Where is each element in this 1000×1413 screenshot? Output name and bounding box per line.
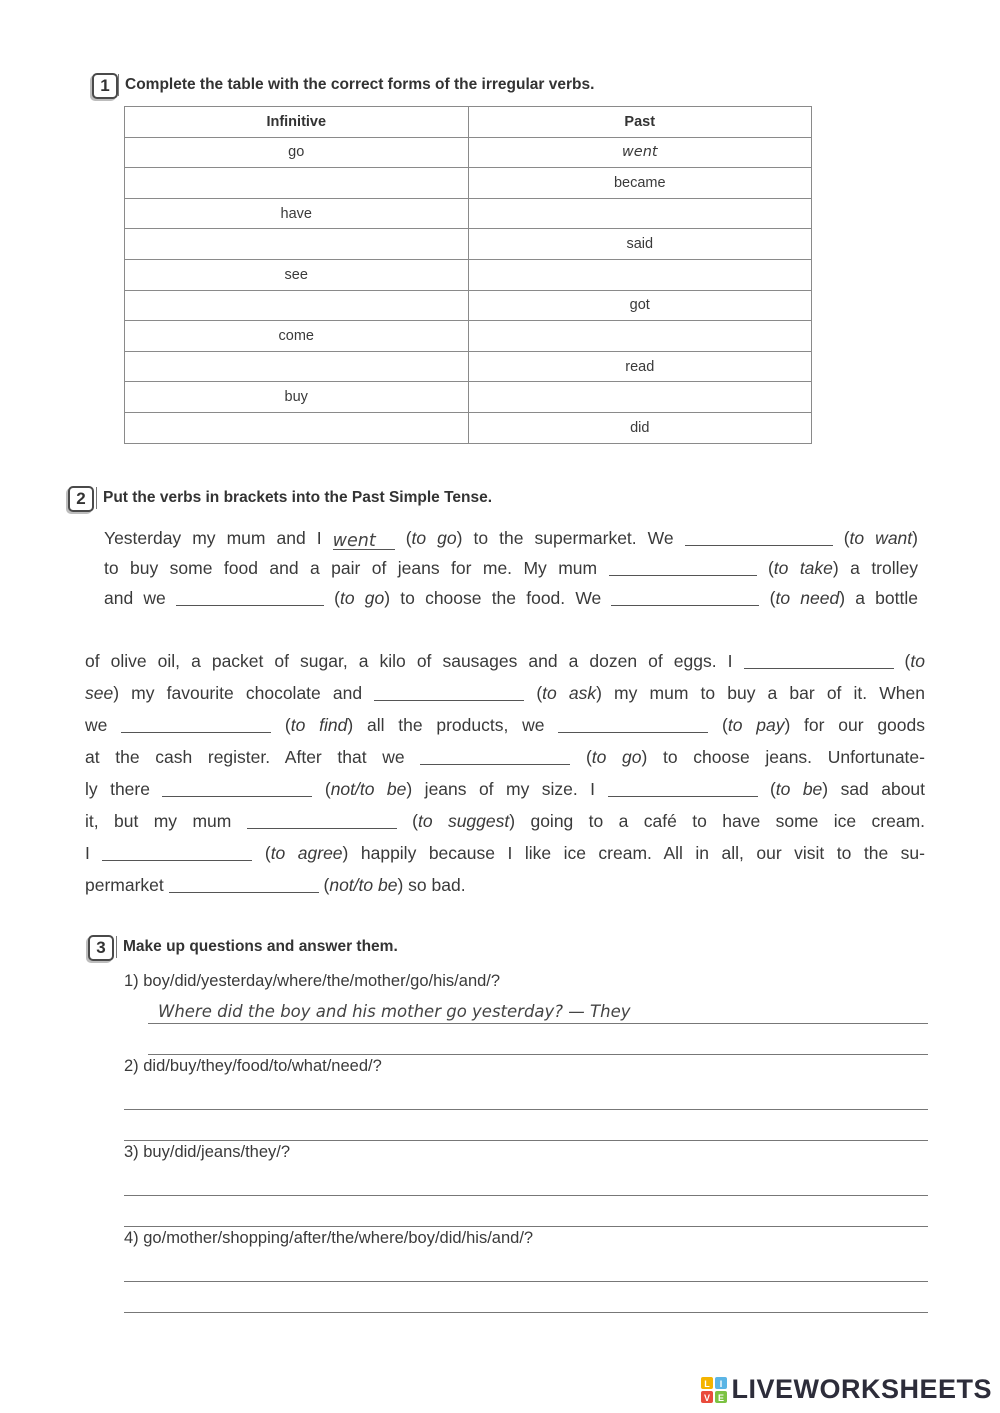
irregular-verbs-table	[124, 106, 812, 444]
table-row	[125, 290, 812, 321]
verb-hint: to need	[775, 588, 840, 608]
answer-line[interactable]	[124, 1140, 928, 1141]
text: sad about	[828, 779, 926, 799]
answer-blank[interactable]	[685, 527, 833, 546]
text: for our goods	[790, 715, 925, 735]
header-infinitive: Infinitive	[125, 107, 469, 138]
table-row	[125, 137, 812, 168]
cell-past-blank[interactable]	[468, 321, 812, 352]
answer-blank[interactable]	[169, 874, 319, 893]
verb-hint: to go	[340, 588, 385, 608]
text: going to a café to have some ice cream.	[515, 811, 926, 831]
text: ly there	[85, 779, 163, 799]
answer-line[interactable]	[124, 1281, 928, 1282]
answer-line[interactable]	[148, 1023, 928, 1024]
svg-text:E: E	[718, 1392, 725, 1403]
cell-past-blank[interactable]	[468, 382, 812, 413]
answer-blank[interactable]	[162, 778, 312, 797]
header-past: Past	[468, 107, 812, 138]
table-row	[125, 382, 812, 413]
cell-infinitive: have	[125, 198, 469, 229]
cell-past: read	[468, 351, 812, 382]
cell-past-answer[interactable]: went	[468, 137, 812, 168]
text-line-5: see) my favourite chocolate and (to ask) my mum to buy a bar of it. When	[85, 683, 925, 703]
verb-hint: to pay	[727, 715, 785, 735]
table-row	[125, 351, 812, 382]
example-answer: Where did the boy and his mother go yesterday? — They	[158, 1002, 631, 1021]
cell-past-blank[interactable]	[468, 259, 812, 290]
exercise-2-title: Put the verbs in brackets into the Past Simple Tense.	[96, 487, 492, 509]
verb-hint: to suggest	[417, 811, 510, 831]
cell-infinitive-blank[interactable]	[125, 351, 469, 382]
answer-blank[interactable]	[374, 682, 524, 701]
brand-name: LIVEWORKSHEETS	[731, 1374, 992, 1404]
cell-infinitive-blank[interactable]	[125, 412, 469, 443]
text: Yesterday my mum and I	[104, 528, 333, 548]
cell-past: got	[468, 290, 812, 321]
text-line-6: we (to find) all the products, we (to pay) for our goods	[85, 715, 925, 735]
text: a trolley	[838, 558, 918, 578]
cell-infinitive: go	[125, 137, 469, 168]
verb-hint: not/to be	[329, 875, 398, 895]
text: my favourite chocolate and	[119, 683, 375, 703]
liveworksheets-brand[interactable]	[701, 1374, 992, 1405]
verb-hint: to go	[591, 747, 642, 767]
text-line-10: I (to agree) happily because I like ice cream. All in all, our visit to the su-	[85, 843, 925, 863]
text: I	[85, 843, 103, 863]
text-line-4: of olive oil, a packet of sugar, a kilo of sausages and a dozen of eggs. I (to	[85, 651, 925, 671]
question-prompt-1: 1) boy/did/yesterday/where/the/mother/go/his/and/?	[124, 972, 501, 990]
question-prompt-4: 4) go/mother/shopping/after/the/where/boy/did/his/and/?	[124, 1229, 534, 1247]
text-line-8: ly there (not/to be) jeans of my size. I (to be) sad about	[85, 779, 926, 799]
text: permarket	[85, 875, 169, 895]
svg-text:V: V	[704, 1392, 711, 1403]
text: jeans of my size. I	[412, 779, 608, 799]
verb-hint: to take	[773, 558, 833, 578]
text-line-2: to buy some food and a pair of jeans for me. My mum (to take) a trolley	[104, 558, 918, 578]
answer-blank[interactable]	[121, 714, 271, 733]
text: a bottle	[845, 588, 918, 608]
cell-infinitive-blank[interactable]	[125, 168, 469, 199]
verb-hint: see	[85, 683, 114, 703]
answer-blank[interactable]	[420, 746, 570, 765]
exercise-3-number: 3	[88, 935, 114, 961]
answer-line[interactable]	[124, 1195, 928, 1196]
answer-line[interactable]	[124, 1312, 928, 1313]
exercise-1-title: Complete the table with the correct forms of the irregular verbs.	[118, 74, 594, 96]
cell-infinitive: see	[125, 259, 469, 290]
text-line-7: at the cash register. After that we (to go) to choose jeans. Unfortunate-	[85, 747, 925, 767]
answer-blank[interactable]	[102, 842, 252, 861]
cell-infinitive-blank[interactable]	[125, 290, 469, 321]
exercise-2-number: 2	[68, 486, 94, 512]
answer-blank[interactable]: went	[333, 531, 395, 550]
question-prompt-2: 2) did/buy/they/food/to/what/need/?	[124, 1057, 382, 1075]
table-header-row	[125, 107, 812, 138]
answer-blank[interactable]	[176, 587, 324, 606]
text: so bad.	[403, 875, 466, 895]
verb-hint: to go	[411, 528, 457, 548]
question-prompt-3: 3) buy/did/jeans/they/?	[124, 1143, 291, 1161]
cell-past: said	[468, 229, 812, 260]
cell-past: did	[468, 412, 812, 443]
table-row	[125, 412, 812, 443]
answer-line[interactable]	[148, 1054, 928, 1055]
text: it, but my mum	[85, 811, 247, 831]
cell-infinitive: come	[125, 321, 469, 352]
verb-hint: to want	[849, 528, 913, 548]
liveworksheets-logo-icon	[701, 1377, 727, 1403]
answer-line[interactable]	[124, 1109, 928, 1110]
answer-blank[interactable]	[247, 810, 397, 829]
cell-past-blank[interactable]	[468, 198, 812, 229]
cell-past: became	[468, 168, 812, 199]
answer-blank[interactable]	[744, 650, 894, 669]
text: to the supermarket. We	[462, 528, 685, 548]
text-line-11: permarket (not/to be) so bad.	[85, 875, 466, 895]
text: to choose the food. We	[390, 588, 612, 608]
answer-blank[interactable]	[609, 557, 757, 576]
text-line-9: it, but my mum (to suggest) going to a café to have some ice cream.	[85, 811, 926, 831]
verb-hint: not/to be	[330, 779, 407, 799]
table-row	[125, 229, 812, 260]
exercise-1-number: 1	[92, 73, 118, 99]
cell-infinitive-blank[interactable]	[125, 229, 469, 260]
answer-blank[interactable]	[558, 714, 708, 733]
table-row	[125, 321, 812, 352]
exercise-3-title: Make up questions and answer them.	[116, 936, 398, 958]
answer-blank[interactable]	[611, 587, 759, 606]
text: of olive oil, a packet of sugar, a kilo of sausages and a dozen of eggs. I	[85, 651, 744, 671]
answer-blank[interactable]	[608, 778, 758, 797]
cell-infinitive: buy	[125, 382, 469, 413]
text: to choose jeans. Unfortunate-	[647, 747, 925, 767]
text-line-3: and we (to go) to choose the food. We (to need) a bottle	[104, 588, 918, 608]
table-row	[125, 259, 812, 290]
text: we	[85, 715, 122, 735]
verb-hint: to agree	[270, 843, 343, 863]
svg-text:L: L	[704, 1378, 711, 1389]
svg-text:I: I	[720, 1378, 723, 1389]
text: all the products, we	[353, 715, 559, 735]
verb-hint: to	[910, 651, 925, 671]
text: happily because I like ice cream. All in all, our visit to the su-	[348, 843, 925, 863]
text: my mum to buy a bar of it. When	[601, 683, 925, 703]
text-line-1: Yesterday my mum and I went (to go) to the supermarket. We (to want)	[104, 528, 918, 551]
table-row	[125, 198, 812, 229]
text: to buy some food and a pair of jeans for me. My mum	[104, 558, 609, 578]
verb-hint: to find	[290, 715, 348, 735]
answer-line[interactable]	[124, 1226, 928, 1227]
verb-hint: to be	[775, 779, 823, 799]
table-row	[125, 168, 812, 199]
text: and we	[104, 588, 176, 608]
text: at the cash register. After that we	[85, 747, 421, 767]
verb-hint: to ask	[542, 683, 597, 703]
